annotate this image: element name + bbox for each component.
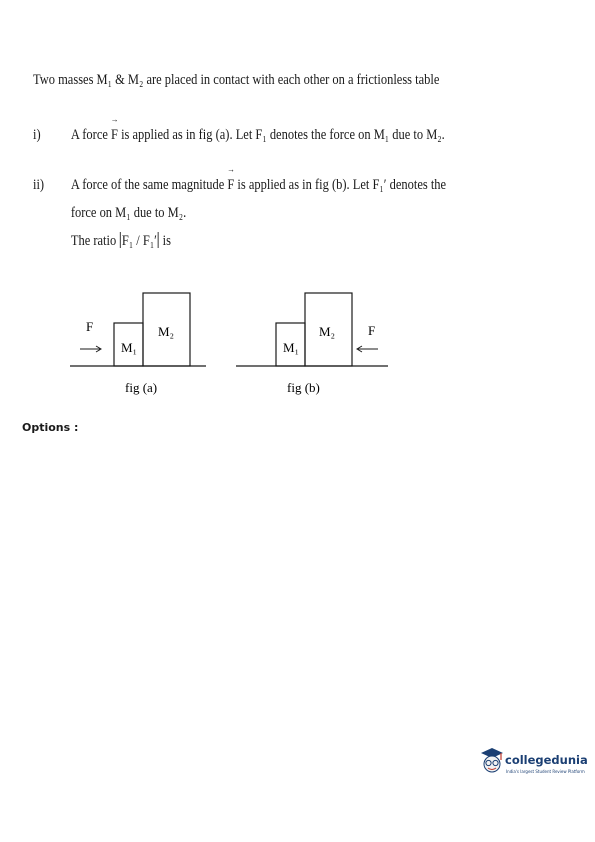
- logo-wordmark: collegedunia: [505, 753, 588, 767]
- part-i: [33, 127, 445, 144]
- figure-b: [236, 293, 388, 395]
- m2-label: M₂: [158, 324, 175, 339]
- figure-a: [70, 293, 206, 395]
- m2-label: M₂: [319, 324, 336, 339]
- part-i-number: i): [33, 127, 41, 143]
- part-i-text-end: is applied as in fig (a). Let F₁ denotes the force on M₁ due to M₂.: [117, 127, 445, 143]
- part-ii: [33, 177, 446, 194]
- m1-label: M₁: [283, 340, 300, 355]
- logo-tagline: India's largest Student Review Platform: [506, 769, 585, 774]
- ratio-line: [71, 232, 171, 250]
- options-heading: Options :: [22, 421, 79, 434]
- part-i-text-start: A force: [70, 127, 112, 143]
- force-label: F: [86, 319, 94, 334]
- part-ii-text-end: is applied as in fig (b). Let F₁′ denotes the: [234, 177, 447, 193]
- ratio-expression: F₁ / F₁′: [121, 233, 157, 249]
- ratio-label: The ratio: [70, 233, 120, 249]
- part-ii-number: ii): [33, 177, 45, 193]
- caption-b: fig (b): [287, 380, 320, 395]
- question-intro: Two masses M₁ & M₂ are placed in contact with each other on a frictionless table: [33, 72, 440, 88]
- force-label: F: [368, 323, 376, 338]
- ratio-suffix: is: [159, 233, 171, 249]
- force-vector: → F: [111, 127, 118, 144]
- m1-label: M₁: [121, 340, 138, 355]
- mascot-icon: [478, 745, 506, 777]
- collegedunia-logo: [478, 745, 588, 785]
- part-ii-line2: force on M₁ due to M₂.: [70, 205, 187, 221]
- caption-a: fig (a): [125, 380, 158, 395]
- force-diagram: [0, 285, 595, 400]
- force-vector: → F: [227, 177, 234, 194]
- part-ii-text-start: A force of the same magnitude: [70, 177, 228, 193]
